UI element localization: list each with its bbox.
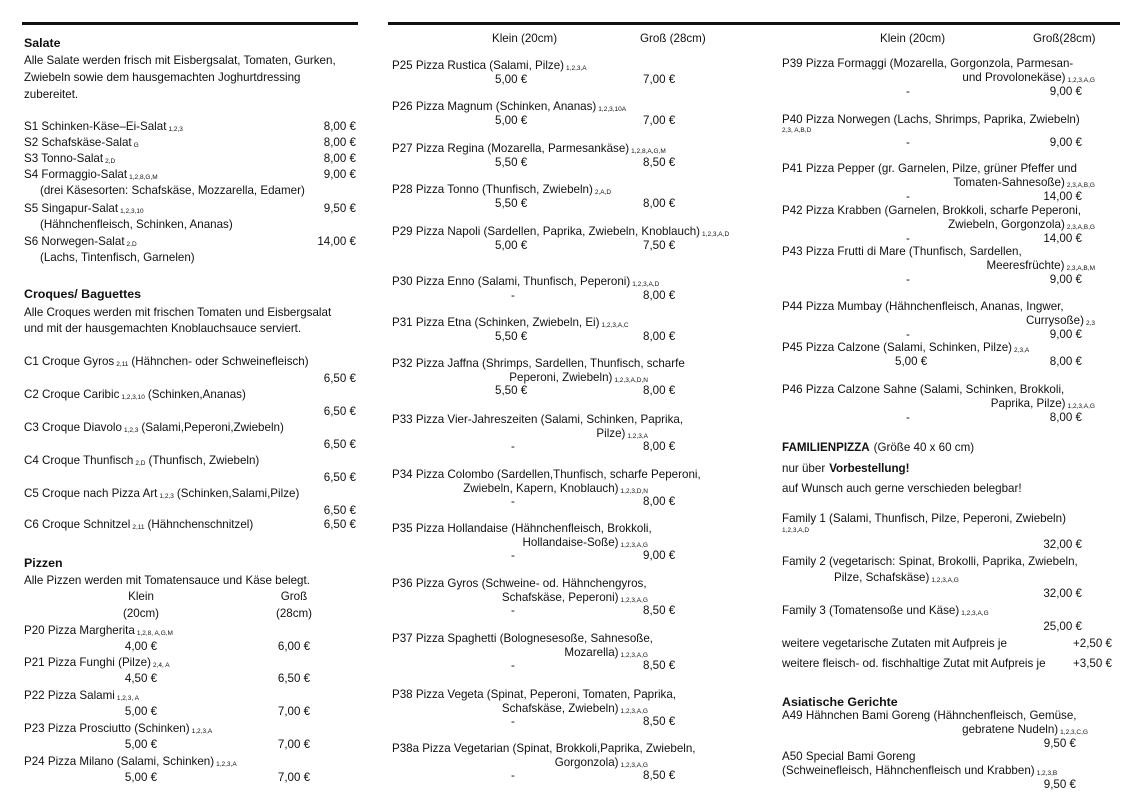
pizzen-head-large: Groß: [280, 590, 308, 603]
allergen-codes: 1,2,3,A,G: [620, 597, 648, 604]
pizza-item-cont: [502, 702, 648, 718]
pizza-price-large: 8,00 €: [643, 289, 676, 302]
pizza-item-cont-text: und Provolonekäse): [962, 71, 1066, 84]
allergen-codes: 2,11: [132, 524, 145, 531]
asia-item-cont-text: gebratene Nudeln): [962, 723, 1059, 736]
pizza-price-small: -: [906, 190, 910, 203]
asia-item-text: A49 Hähnchen Bami Goreng (Hähnchenfleisch, Gemüse,: [782, 709, 1077, 722]
family-item: [782, 555, 1078, 569]
pizza-price-small: -: [906, 273, 910, 286]
pizza-item: [392, 688, 676, 702]
pizza-item: [392, 468, 701, 482]
extra-veg: weitere vegetarische Zutaten mit Aufpreis je: [782, 637, 1007, 650]
croque-item: [24, 421, 284, 437]
pizza-item-cont-text: Schafskäse, Peperoni): [501, 591, 619, 604]
pizza-item-text: P24 Pizza Milano (Salami, Schinken): [24, 755, 215, 768]
allergen-codes: 1,2,3, A: [116, 695, 139, 702]
croque-desc: (Schinken,Salami,Pilze): [176, 487, 300, 500]
pizza-item-text: P43 Pizza Frutti di Mare (Thunfisch, Sardellen,: [782, 245, 1022, 258]
pizzen-title: Pizzen: [24, 556, 63, 570]
pizza-price-small: -: [511, 659, 515, 672]
pizza-price-small: -: [511, 769, 515, 782]
family-price: 32,00 €: [1043, 587, 1082, 600]
top-rule-right: [388, 22, 1120, 25]
pizza-price-large: 8,00 €: [643, 495, 676, 508]
pizza-item: [24, 755, 237, 771]
salate-item-desc: [40, 251, 195, 265]
pizza-item-cont-text: Zwiebeln, Kapern, Knoblauch): [463, 482, 619, 495]
pizza-price-small: -: [906, 232, 910, 245]
asia-price: 9,50 €: [1043, 737, 1076, 750]
croque-price: 6,50 €: [323, 372, 356, 385]
pizza-item-cont: [509, 371, 648, 387]
family-price: 25,00 €: [1043, 620, 1082, 633]
pizzen-head-small-size: (20cm): [122, 607, 160, 620]
pizza-price-small: -: [511, 604, 515, 617]
pizza-item: [392, 59, 587, 75]
salate-price: 9,50 €: [323, 202, 356, 215]
allergen-codes: 2,D: [126, 241, 137, 248]
allergen-codes: 1,2,3: [168, 126, 183, 133]
pizza-item: [782, 57, 1073, 71]
pizza-price-small: -: [906, 85, 910, 98]
pizza-item-text: P23 Pizza Prosciutto (Schinken): [24, 722, 190, 735]
croque-price: 6,50 €: [323, 471, 356, 484]
allergen-codes: 1,2,3,10: [121, 394, 145, 401]
right-head-large: Groß(28cm): [1033, 32, 1096, 45]
family-item-text: Family 2 (vegetarisch: Spinat, Brokolli, Paprika, Zwiebeln,: [782, 555, 1078, 568]
pizza-item-text: P33 Pizza Vier-Jahreszeiten (Salami, Schinken, Paprika,: [392, 413, 684, 426]
middle-head-large: Groß (28cm): [640, 32, 706, 45]
croque-desc: (Thunfisch, Zwiebeln): [148, 454, 260, 467]
pizza-price-small: -: [511, 289, 515, 302]
family-item: [782, 604, 989, 620]
pizza-item-text: P27 Pizza Regina (Mozarella, Parmesankäse): [392, 142, 630, 155]
pizza-item: [392, 742, 696, 756]
croque-item-text: C1 Croque Gyros: [24, 355, 115, 368]
pizza-price-large: 8,50 €: [643, 604, 676, 617]
family-item-text: Family 1 (Salami, Thunfisch, Pilze, Peperoni, Zwiebeln): [782, 512, 1066, 525]
pizza-item: [392, 142, 666, 158]
pizza-price-large: 9,00 €: [643, 549, 676, 562]
pizza-item: [782, 245, 1022, 259]
familienpizza-size: (Größe 40 x 60 cm): [873, 441, 975, 454]
pizza-price-large: 8,00 €: [643, 197, 676, 210]
pizza-price-small: -: [906, 328, 910, 341]
salate-item-text: S4 Formaggio-Salat: [24, 168, 128, 181]
pizza-item: [392, 632, 653, 646]
pizza-item-text: P40 Pizza Norwegen (Lachs, Shrimps, Paprika, Zwiebeln): [782, 113, 1080, 126]
pizza-price-small: 5,00 €: [124, 738, 158, 751]
croque-price: 6,50 €: [323, 405, 356, 418]
croque-item-text: C4 Croque Thunfisch: [24, 454, 134, 467]
croque-desc: (Schinken,Ananas): [147, 388, 246, 401]
allergen-codes: 1,2,3,A,G: [1067, 77, 1095, 84]
pizza-price-large: 14,00 €: [1043, 190, 1082, 203]
allergen-codes: 1,2,3,A,G: [620, 762, 648, 769]
pizza-price-large: 6,00 €: [277, 640, 311, 653]
pizza-price-large: 7,00 €: [643, 114, 676, 127]
salate-item-desc-text: (drei Käsesorten: Schafskäse, Mozzarella, Edamer): [40, 184, 305, 197]
croque-price: 6,50 €: [323, 504, 356, 517]
pizza-price-small: 5,00 €: [495, 239, 528, 252]
pizza-item-cont: [564, 646, 648, 662]
allergen-codes: 1,2,3,D,N: [620, 488, 648, 495]
pizza-item-cont-text: Mozarella): [564, 646, 619, 659]
salate-item-desc-text: (Hähnchenfleisch, Schinken, Ananas): [40, 218, 233, 231]
allergen-codes: 2,11: [116, 361, 129, 368]
pizza-item-text: P41 Pizza Pepper (gr. Garnelen, Pilze, grüner Pfeffer und: [782, 162, 1077, 175]
allergen-codes: 1,2,3,B: [1036, 770, 1058, 777]
allergen-codes: 1,2,8,A,G,M: [631, 148, 666, 155]
pizza-price-small: -: [511, 549, 515, 562]
pizza-item-text: P38a Pizza Vegetarian (Spinat, Brokkoli,Paprika, Zwiebeln,: [392, 742, 696, 755]
pizza-item-cont-text: Hollandaise-Soße): [522, 536, 619, 549]
allergen-codes: 1,2,3,A,G: [620, 708, 648, 715]
pizza-item-cont: [555, 756, 648, 772]
pizza-price-small: 5,00 €: [124, 771, 158, 784]
pizza-item-cont-text: Schafskäse, Zwiebeln): [501, 702, 619, 715]
pizza-price-large: 8,00 €: [1049, 411, 1082, 424]
pizza-item-text: P20 Pizza Margherita: [24, 624, 135, 637]
salate-intro: Zwiebeln sowie dem hausgemachten Joghurtdressing: [24, 71, 301, 84]
pizza-item: [24, 624, 173, 640]
salate-price: 8,00 €: [323, 120, 356, 133]
croque-item: [24, 355, 309, 371]
allergen-codes: 1,2,3,10A: [598, 106, 627, 113]
pizza-price-small: -: [511, 495, 515, 508]
pizza-price-large: 14,00 €: [1043, 232, 1082, 245]
pizza-item-text: P31 Pizza Etna (Schinken, Zwiebeln, Ei): [392, 316, 600, 329]
pizza-price-small: 5,00 €: [495, 114, 528, 127]
salate-item: [24, 235, 137, 251]
allergen-codes: 1,2,3,A,D,N: [614, 377, 648, 384]
allergen-codes: 1,2,3: [123, 427, 139, 434]
pizza-item: [392, 225, 729, 241]
pizza-item: [392, 275, 659, 291]
asia-item: [782, 750, 915, 764]
extra-veg-price: +2,50 €: [1072, 637, 1112, 650]
salate-item-desc-text: (Lachs, Tintenfisch, Garnelen): [40, 251, 195, 264]
allergen-codes: 1,2,3,A,D: [782, 527, 810, 534]
salate-price: 8,00 €: [323, 136, 356, 149]
salate-item-text: S2 Schafskäse-Salat: [24, 136, 132, 149]
allergen-codes: 1,2,3,A,C: [601, 322, 629, 329]
pizza-item-cont-text: Zwiebeln, Gorgonzola): [948, 218, 1065, 231]
pizza-price-small: -: [906, 136, 910, 149]
pizza-price-small: 5,00 €: [124, 705, 158, 718]
asia-item-text: A50 Special Bami Goreng: [782, 750, 916, 763]
extra-meat: weitere fleisch- od. fischhaltige Zutat mit Aufpreis je: [782, 657, 1046, 670]
family-item-cont: [834, 571, 959, 587]
salate-title: Salate: [24, 36, 61, 50]
croque-item-text: C6 Croque Schnitzel: [24, 518, 131, 531]
top-rule-left: [22, 22, 358, 25]
allergen-codes: 2,A,D: [594, 189, 612, 196]
salate-item-text: S3 Tonno-Salat: [24, 152, 104, 165]
pizza-item-text: P36 Pizza Gyros (Schweine- od. Hähnchengyros,: [392, 577, 647, 590]
allergen-codes: 1,2,3,A,D: [702, 231, 730, 238]
croque-item: [24, 388, 246, 404]
pizza-item-cont-text: Gorgonzola): [554, 756, 619, 769]
asia-price: 9,50 €: [1043, 778, 1076, 791]
preorder-bold: Vorbestellung!: [829, 462, 910, 475]
allergen-codes: 1,2,3,A,G: [620, 652, 648, 659]
pizza-item-cont-text: Pilze): [596, 427, 626, 440]
pizza-price-large: 8,00 €: [643, 384, 676, 397]
pizza-item-cont-text: Currysoße): [1025, 314, 1084, 327]
pizza-item: [392, 522, 652, 536]
croque-price: 6,50 €: [323, 438, 356, 451]
salate-item-desc: [40, 218, 233, 232]
allergen-codes: 2,3,A,B,G: [1066, 224, 1095, 231]
pizza-item: [782, 162, 1077, 176]
allergen-codes: 2,D: [135, 460, 146, 467]
preorder-note: [782, 462, 910, 476]
pizza-price-large: 9,00 €: [1049, 328, 1082, 341]
pizzen-intro: Alle Pizzen werden mit Tomatensauce und Käse belegt.: [24, 574, 310, 587]
pizza-price-small: 4,50 €: [124, 672, 158, 685]
croque-item-text: C2 Croque Caribic: [24, 388, 120, 401]
pizza-item: [24, 689, 139, 705]
pizza-price-small: -: [906, 411, 910, 424]
allergen-codes: 1,2,3,A: [627, 433, 648, 440]
pizza-price-large: 9,00 €: [1049, 136, 1082, 149]
salate-item: [24, 168, 158, 184]
pizza-item-text: P25 Pizza Rustica (Salami, Pilze): [392, 59, 565, 72]
croque-item-text: C5 Croque nach Pizza Art: [24, 487, 158, 500]
pizza-item-cont: [523, 536, 649, 552]
pizza-item: [392, 357, 685, 371]
salate-price: 14,00 €: [317, 235, 356, 248]
allergen-codes: 1,2,3,A,G: [931, 577, 959, 584]
pizzen-head-large-size: (28cm): [275, 607, 313, 620]
pizza-price-large: 7,00 €: [277, 771, 311, 784]
pizza-price-large: 7,00 €: [277, 705, 311, 718]
salate-price: 8,00 €: [323, 152, 356, 165]
pizza-item-cont-text: Peperoni, Zwiebeln): [509, 371, 613, 384]
pizza-item-text: P29 Pizza Napoli (Sardellen, Paprika, Zwiebeln, Knoblauch): [392, 225, 701, 238]
croques-intro: Alle Croques werden mit frischen Tomaten und Eisbergsalat: [24, 306, 332, 319]
family-item-text: Family 3 (Tomatensoße und Käse): [782, 604, 960, 617]
pizza-price-large: 9,00 €: [1049, 273, 1082, 286]
asia-item-cont: [782, 764, 1057, 780]
pizza-item: [392, 413, 683, 427]
family-item: [782, 512, 1066, 526]
croque-item-text: C3 Croque Diavolo: [24, 421, 122, 434]
pizza-item-text: P44 Pizza Mumbay (Hähnchenfleisch, Ananas, Ingwer,: [782, 300, 1064, 313]
pizza-item-text: P28 Pizza Tonno (Thunfisch, Zwiebeln): [392, 183, 593, 196]
pizza-price-small: -: [511, 715, 515, 728]
extra-meat-price: +3,50 €: [1072, 657, 1112, 670]
pizza-price-large: 8,00 €: [643, 330, 676, 343]
pizza-item-text: P34 Pizza Colombo (Sardellen,Thunfisch, scharfe Peperoni,: [392, 468, 701, 481]
pizza-item-text: P45 Pizza Calzone (Salami, Schinken, Pilze): [782, 341, 1013, 354]
salate-item: [24, 202, 144, 218]
pizza-price-large: 8,00 €: [1049, 355, 1082, 368]
pizza-item: [24, 722, 212, 738]
allergen-codes: 2,3, A,B,D: [782, 127, 812, 134]
allergen-codes: 2,3,A: [1014, 347, 1030, 354]
allergen-codes: 2,4, A: [152, 662, 170, 669]
pizza-item-text: P37 Pizza Spaghetti (Bolognesesoße, Sahnesoße,: [392, 632, 654, 645]
pizza-price-small: 5,50 €: [495, 197, 528, 210]
salate-item: [24, 136, 139, 152]
croque-item: [24, 518, 253, 534]
pizza-price-large: 7,00 €: [643, 73, 676, 86]
pizza-item-text: P39 Pizza Formaggi (Mozarella, Gorgonzola, Parmesan-: [782, 57, 1074, 70]
pizza-item-text: P35 Pizza Hollandaise (Hähnchenfleisch, Brokkoli,: [392, 522, 652, 535]
pizza-price-large: 8,50 €: [643, 659, 676, 672]
salate-intro: zubereitet.: [24, 88, 79, 101]
croque-desc: (Hähnchen- oder Schweinefleisch): [131, 355, 309, 368]
familienpizza-heading: [782, 441, 974, 455]
salate-item-desc: [40, 184, 305, 198]
pizza-item-text: P22 Pizza Salami: [24, 689, 115, 702]
pizza-item-text: P30 Pizza Enno (Salami, Thunfisch, Peperoni): [392, 275, 631, 288]
allergen-codes: 1,2,3,A: [216, 761, 237, 768]
allergen-codes: 1,2,3,A,G: [1067, 403, 1095, 410]
croque-desc: (Salami,Peperoni,Zwiebeln): [141, 421, 284, 434]
pizza-price-large: 9,00 €: [1049, 85, 1082, 98]
pizza-item-cont-text: Tomaten-Sahnesoße): [953, 176, 1065, 189]
pizza-item: [392, 577, 647, 591]
salate-item-text: S5 Singapur-Salat: [24, 202, 119, 215]
croques-intro: und mit der hausgemachten Knoblauchsauce serviert.: [24, 322, 302, 335]
allergen-codes: 1,2,8,G,M: [129, 174, 158, 181]
croque-item: [24, 454, 259, 470]
pizza-item: [782, 383, 1064, 397]
allergen-codes: 2,D: [105, 158, 116, 165]
pizza-price-large: 7,00 €: [277, 738, 311, 751]
pizza-item: [782, 113, 1080, 127]
salate-item-text: S1 Schinken-Käse–Ei-Salat: [24, 120, 167, 133]
allergen-codes: 1,2,3,10: [120, 208, 144, 215]
pizza-price-small: 5,50 €: [495, 330, 528, 343]
pizza-item-cont: [596, 427, 648, 443]
salate-item: [24, 120, 183, 136]
family-price: 32,00 €: [1043, 538, 1082, 551]
pizza-price-large: 8,50 €: [643, 769, 676, 782]
pizza-item-text: P46 Pizza Calzone Sahne (Salami, Schinken, Brokkoli,: [782, 383, 1065, 396]
pizza-item-text: P21 Pizza Funghi (Pilze): [24, 656, 151, 669]
pizza-item-text: P38 Pizza Vegeta (Spinat, Peperoni, Tomaten, Paprika,: [392, 688, 677, 701]
allergen-codes: 1,2,3,A: [566, 65, 587, 72]
pizza-item: [24, 656, 170, 672]
family-item-cont-text: Pilze, Schafskäse): [834, 571, 930, 584]
pizza-item-text: P42 Pizza Krabben (Garnelen, Brokkoli, scharfe Peperoni,: [782, 204, 1082, 217]
allergen-codes: 1,2,3: [159, 493, 174, 500]
allergen-codes: 1,2,3,A,G: [961, 610, 989, 617]
pizza-price-large: 7,50 €: [643, 239, 676, 252]
familienpizza-note: auf Wunsch auch gerne verschieden belegbar!: [782, 482, 1022, 495]
pizza-price-small: 5,50 €: [495, 384, 528, 397]
pizza-item: [782, 204, 1081, 218]
pizzen-head-small: Klein: [128, 590, 154, 603]
right-head-small: Klein (20cm): [880, 32, 946, 45]
allergen-codes: 1,2,3,A: [191, 728, 213, 735]
asia-title: Asiatische Gerichte: [782, 695, 898, 709]
familienpizza-title: FAMILIENPIZZA: [782, 441, 870, 454]
croques-title: Croques/ Baguettes: [24, 287, 142, 301]
croque-item: [24, 487, 299, 503]
middle-head-small: Klein (20cm): [492, 32, 558, 45]
pizza-item: [782, 300, 1064, 314]
croque-desc: (Hähnchenschnitzel): [147, 518, 254, 531]
allergen-codes: 2,3,A,B,G: [1066, 182, 1095, 189]
salate-price: 9,00 €: [323, 168, 356, 181]
pizza-price-large: 8,50 €: [643, 156, 676, 169]
pizza-price-large: 8,00 €: [643, 440, 676, 453]
allergen-codes: 2,3,A,B,M: [1066, 265, 1095, 272]
allergen-codes: 2,3: [1085, 320, 1095, 327]
pizza-price-small: 5,00 €: [495, 73, 528, 86]
pizza-item-cont: [502, 591, 648, 607]
asia-item-cont-text: (Schweinefleisch, Hähnchenfleisch und Krabben): [782, 764, 1035, 777]
pizza-price-large: 8,50 €: [643, 715, 676, 728]
croque-price: 6,50 €: [323, 518, 356, 531]
allergen-codes: G: [133, 142, 139, 149]
salate-item: [24, 152, 115, 168]
pizza-item-cont-text: Paprika, Pilze): [990, 397, 1066, 410]
salate-item-text: S6 Norwegen-Salat: [24, 235, 125, 248]
allergen-codes: 1,2,3,A,D: [632, 281, 660, 288]
pizza-price-small: 4,00 €: [124, 640, 158, 653]
pizza-price-small: 5,00 €: [895, 355, 928, 368]
pizza-item-text: P26 Pizza Magnum (Schinken, Ananas): [392, 100, 597, 113]
preorder-pre: nur über: [782, 462, 826, 475]
pizza-price-large: 6,50 €: [277, 672, 311, 685]
pizza-item-text: P32 Pizza Jaffna (Shrimps, Sardellen, Thunfisch, scharfe: [392, 357, 685, 370]
allergen-codes: 1,2,3,C,G: [1060, 729, 1088, 736]
asia-item: [782, 709, 1077, 723]
allergen-codes: 1,2,8, A,G,M: [136, 630, 173, 637]
pizza-price-small: -: [511, 440, 515, 453]
salate-intro: Alle Salate werden frisch mit Eisbergsalat, Tomaten, Gurken,: [24, 54, 336, 67]
pizza-item-cont: [463, 482, 648, 498]
pizza-price-small: 5,50 €: [495, 156, 528, 169]
allergen-codes: 1,2,3,A,G: [620, 542, 648, 549]
pizza-item-cont-text: Meeresfrüchte): [986, 259, 1065, 272]
